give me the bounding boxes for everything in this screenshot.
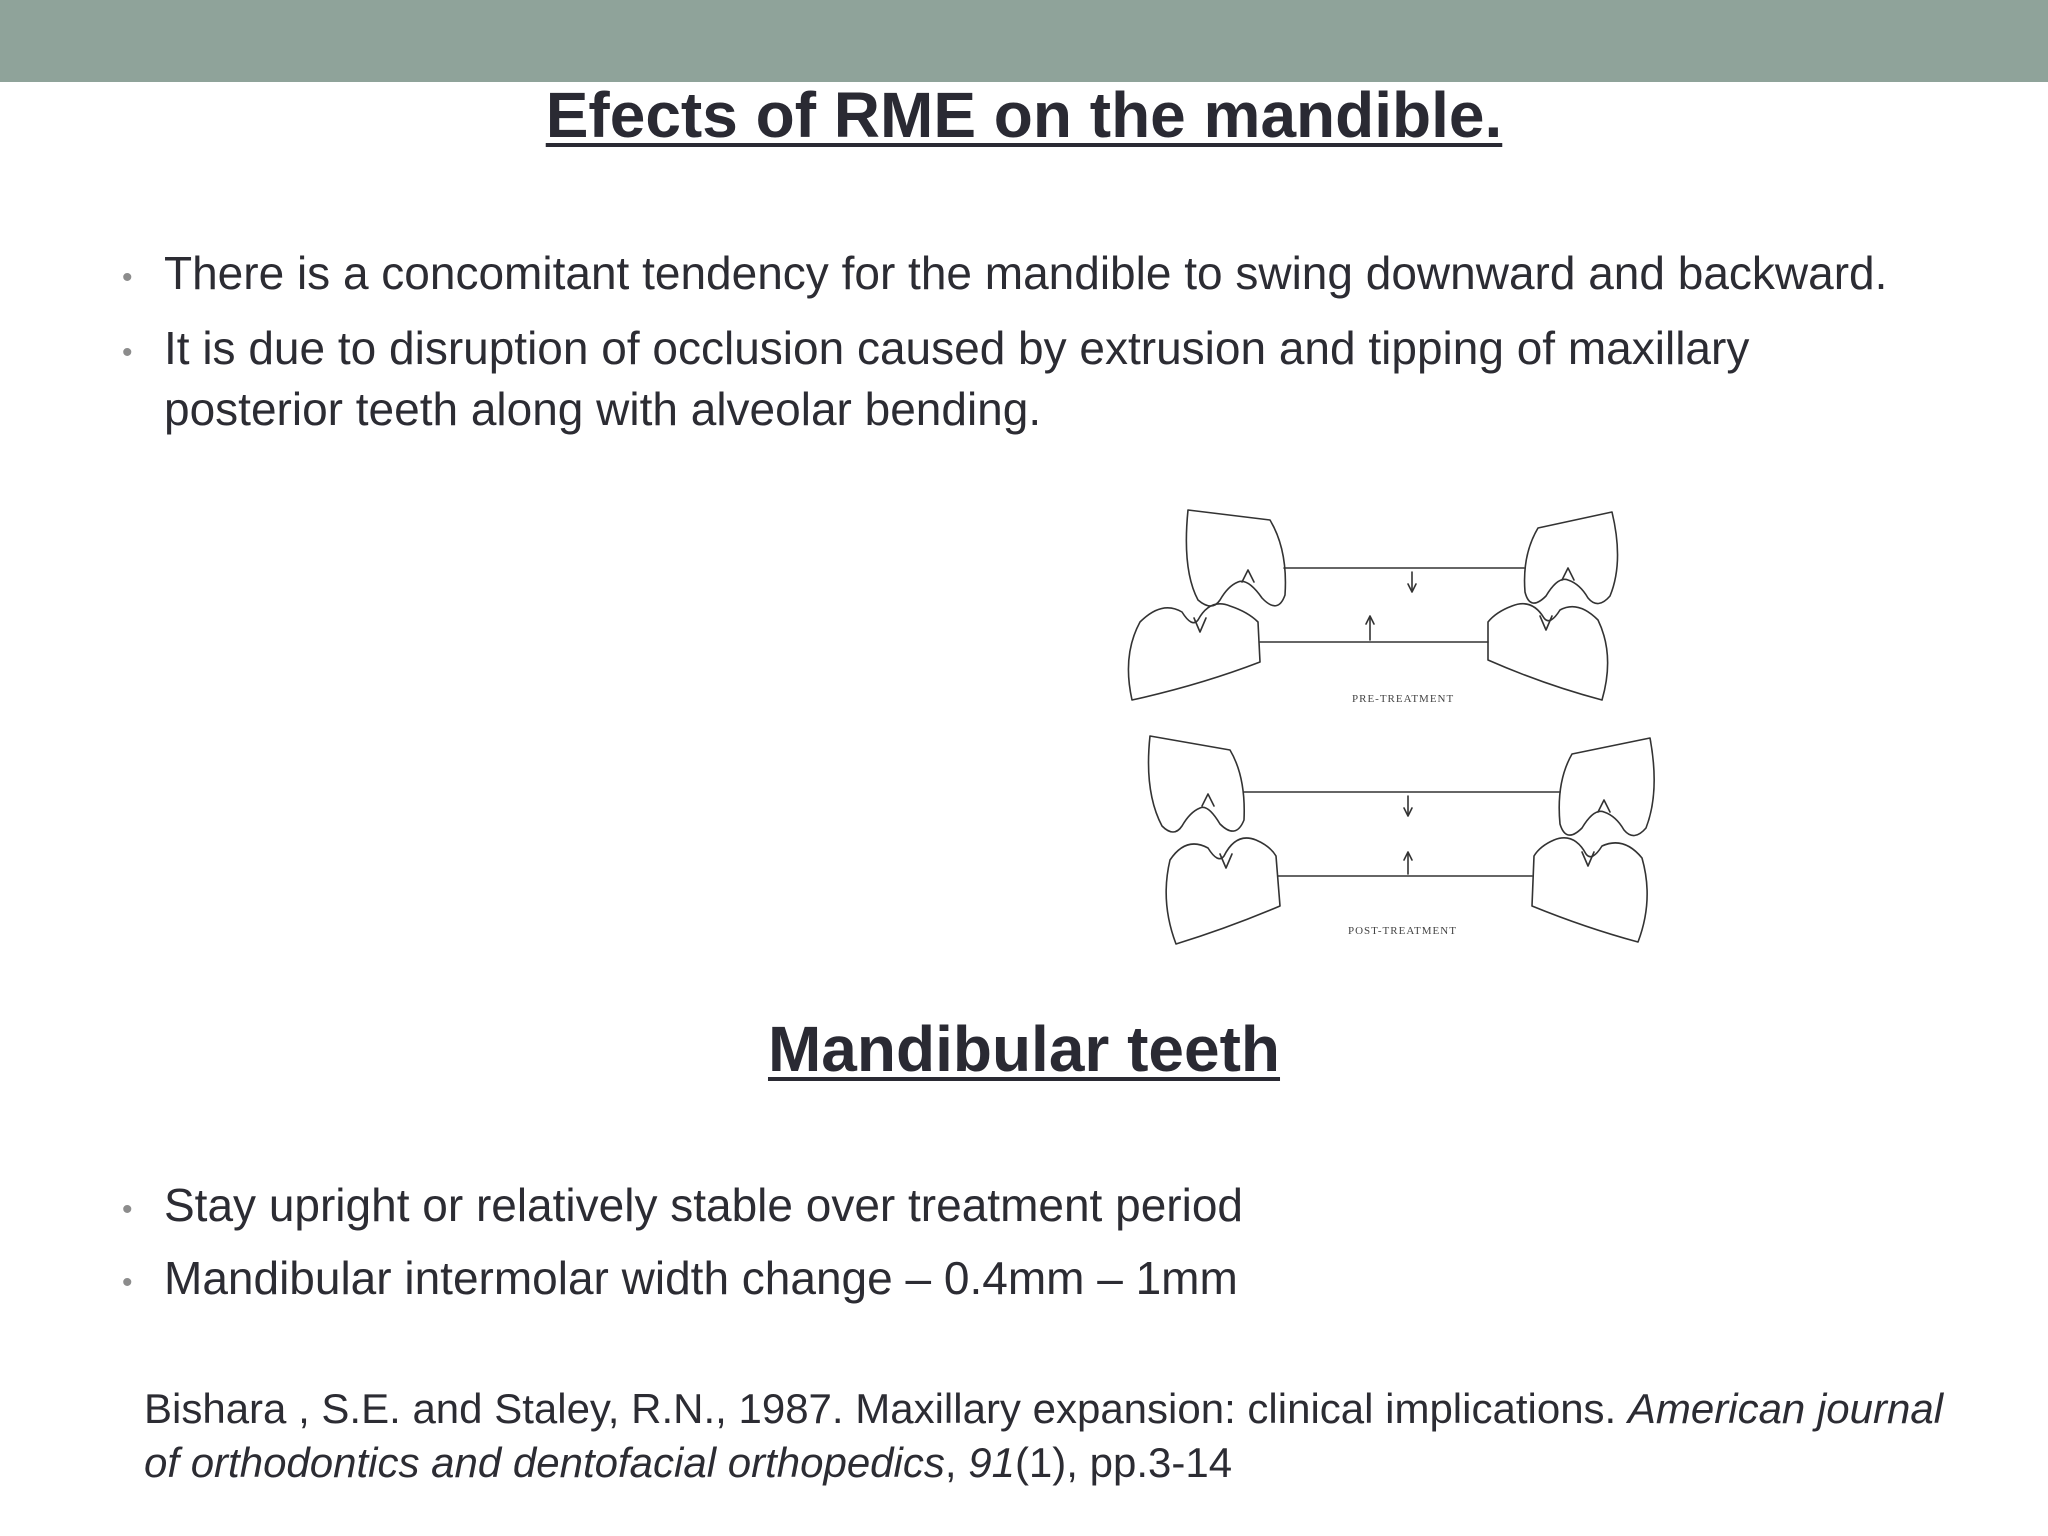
- citation-volume: 91: [968, 1439, 1015, 1486]
- citation-authors: Bishara , S.E. and Staley, R.N., 1987. Maxillary expansion: clinical implications.: [144, 1385, 1628, 1432]
- bullet-text: There is a concomitant tendency for the mandible to swing downward and backward.: [164, 247, 1888, 299]
- section-heading: Mandibular teeth: [767, 1013, 1281, 1085]
- bullet-dot-icon: •: [122, 336, 133, 369]
- bullet-dot-icon: •: [122, 1193, 133, 1226]
- post-treatment-diagram: [1149, 736, 1655, 944]
- bullet-text: Stay upright or relatively stable over treatment period: [164, 1179, 1243, 1231]
- pre-treatment-label: PRE-TREATMENT: [1352, 693, 1455, 705]
- citation: [144, 1382, 1974, 1490]
- bullet-dot-icon: •: [122, 261, 133, 294]
- citation-separator: ,: [944, 1439, 969, 1486]
- bullet-list-mandibular-teeth: [0, 1175, 1900, 1321]
- slide-title: Efects of RME on the mandible.: [545, 79, 1503, 151]
- bullet-text: It is due to disruption of occlusion caused by extrusion and tipping of maxillary posterior teeth along with alveolar bending.: [164, 322, 1750, 435]
- bullet-item: [0, 318, 1900, 440]
- occlusion-diagram: [1120, 500, 1680, 960]
- bullet-item: [0, 1248, 1900, 1309]
- citation-pages: (1), pp.3-14: [1014, 1439, 1233, 1486]
- bullet-item: [0, 243, 1900, 304]
- header-bar: [0, 0, 2048, 82]
- pre-treatment-diagram: [1128, 510, 1617, 700]
- bullet-list-mandible: [0, 243, 1900, 454]
- bullet-text: Mandibular intermolar width change – 0.4mm – 1mm: [164, 1252, 1238, 1304]
- bullet-item: [0, 1175, 1900, 1236]
- post-treatment-label: POST-TREATMENT: [1348, 925, 1457, 937]
- citation-journal: American journal of orthodontics and dentofacial orthopedics: [144, 1385, 1944, 1486]
- bullet-dot-icon: •: [122, 1266, 133, 1299]
